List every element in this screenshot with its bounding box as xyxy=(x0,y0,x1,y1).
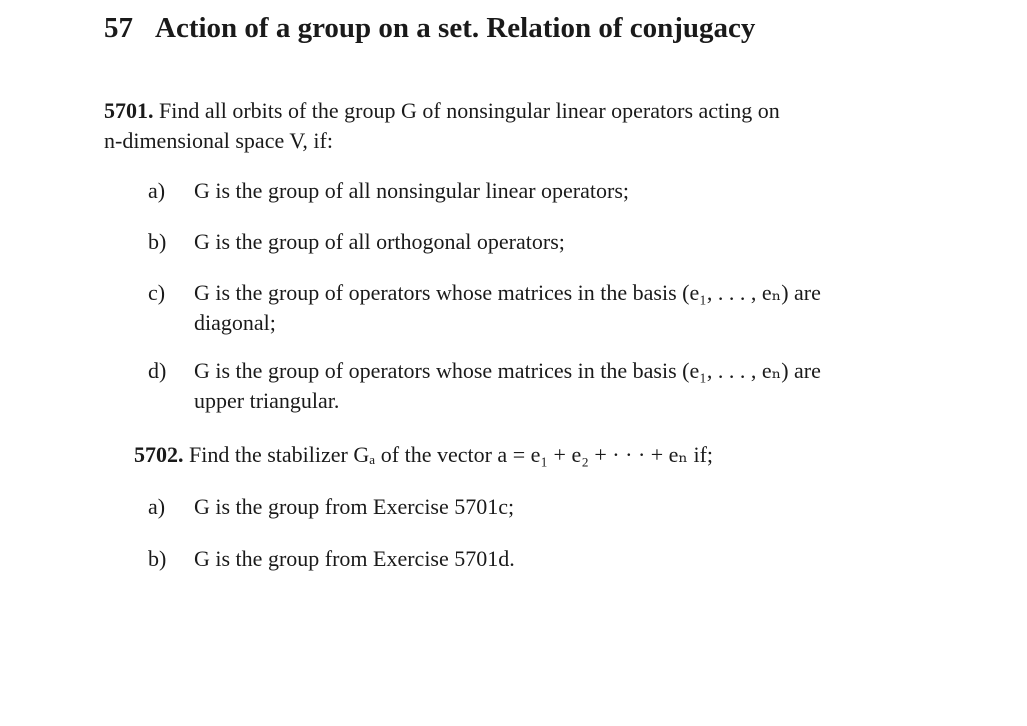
item-text-line2: upper triangular. xyxy=(194,388,340,413)
item-text: G is the group of all orthogonal operators; xyxy=(194,229,565,254)
problem-text-line2: n-dimensional space V, if: xyxy=(104,128,333,153)
item-label: b) xyxy=(148,229,167,254)
problem-text-line1: Find the stabilizer Gₐ of the vector a = e₁ + e₂ + · · · + eₙ if; xyxy=(183,442,714,467)
item-label: b) xyxy=(148,546,167,571)
item-text-line1: G is the group of operators whose matrices in the basis (e₁, . . . , eₙ) are xyxy=(194,280,821,305)
problem-number: 5702. xyxy=(134,442,184,467)
item-label: a) xyxy=(148,494,166,519)
section-heading xyxy=(104,12,755,45)
item-text-line1: G is the group of operators whose matrices in the basis (e₁, . . . , eₙ) are xyxy=(194,358,821,383)
problem-number: 5701. xyxy=(104,98,154,123)
item-text: G is the group of all nonsingular linear operators; xyxy=(194,178,630,203)
item-label: c) xyxy=(148,280,166,305)
item-label: a) xyxy=(148,178,166,203)
problem-5702 xyxy=(134,440,713,470)
section-title: Action of a group on a set. Relation of conjugacy xyxy=(155,12,756,44)
problem-text-line1: Find all orbits of the group G of nonsingular linear operators acting on xyxy=(153,98,780,123)
section-number: 57 xyxy=(104,12,133,44)
item-text: G is the group from Exercise 5701c; xyxy=(194,494,515,519)
item-label: d) xyxy=(148,358,167,383)
problem-5701 xyxy=(104,96,780,156)
item-text: G is the group from Exercise 5701d. xyxy=(194,546,515,571)
item-text-line2: diagonal; xyxy=(194,310,276,335)
